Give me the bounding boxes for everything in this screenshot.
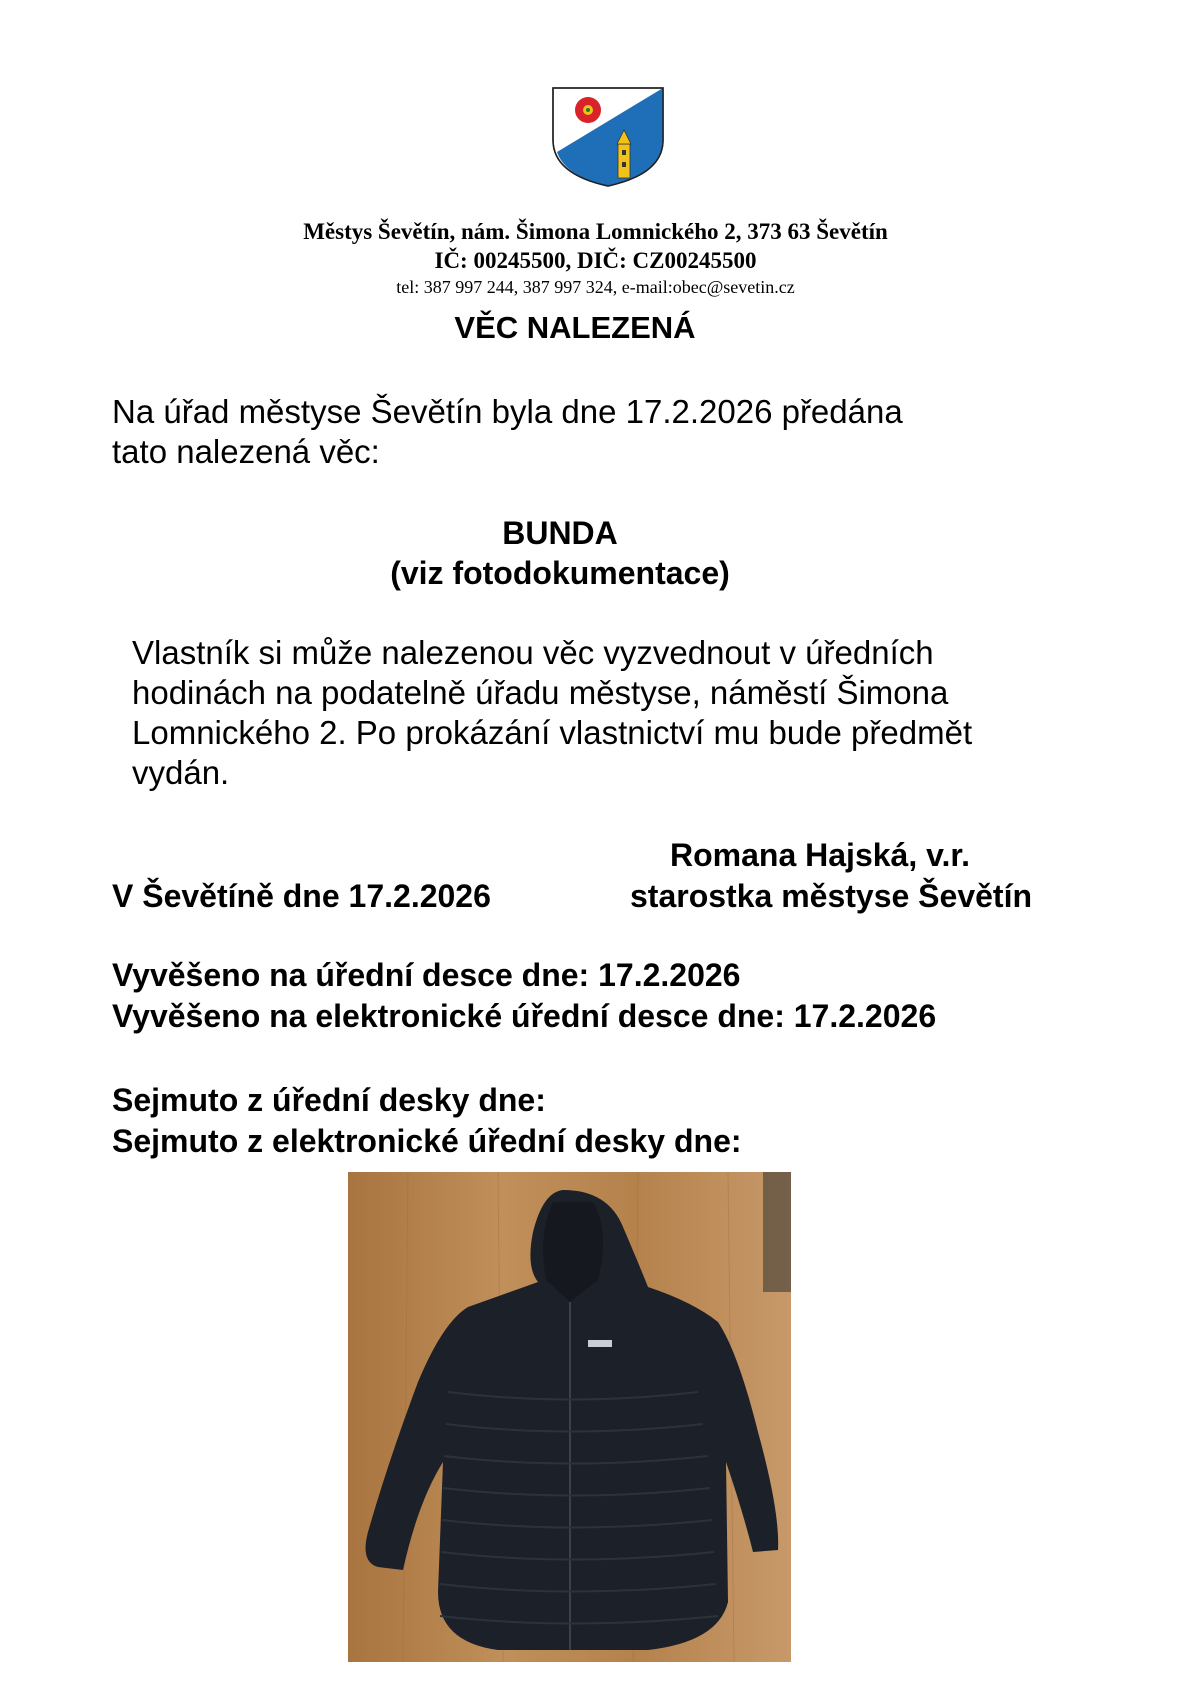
instructions-line: Lomnického 2. Po prokázání vlastnictví mu bude předmět	[132, 714, 973, 751]
posting-info	[112, 955, 1112, 1037]
place-date: V Ševětíně dne 17.2.2026	[112, 878, 491, 914]
letterhead-address: Městys Ševětín, nám. Šimona Lomnického 2, 373 63 Ševětín	[303, 219, 888, 244]
removed-eboard: Sejmuto z elektronické úřední desky dne:	[112, 1123, 742, 1159]
posted-eboard: Vyvěšeno na elektronické úřední desce dne: 17.2.2026	[112, 998, 937, 1034]
instructions-line: hodinách na podatelně úřadu městyse, náměstí Šimona	[132, 674, 949, 711]
removed-board: Sejmuto z úřední desky dne:	[112, 1082, 546, 1118]
signer-name: Romana Hajská, v.r.	[670, 837, 970, 873]
letterhead-ids: IČ: 00245500, DIČ: CZ00245500	[434, 248, 757, 273]
intro-line: tato nalezená věc:	[112, 433, 380, 470]
rose-icon	[575, 97, 601, 123]
instructions-line: vydán.	[132, 754, 230, 791]
instructions-line: Vlastník si může nalezenou věc vyzvednout v úředních	[132, 634, 934, 671]
removal-info	[112, 1080, 1112, 1162]
letterhead-contact: tel: 387 997 244, 387 997 324, e-mail:obec@sevetin.cz	[396, 277, 795, 297]
item-name: BUNDA	[502, 515, 618, 551]
jacket-photo	[348, 1172, 791, 1662]
signer-role: starostka městyse Ševětín	[630, 878, 1032, 914]
intro-paragraph	[112, 392, 1052, 472]
document-title: VĚC NALEZENÁ	[454, 310, 696, 345]
owner-instructions	[132, 633, 1072, 793]
posted-board: Vyvěšeno na úřední desce dne: 17.2.2026	[112, 957, 741, 993]
intro-line: Na úřad městyse Ševětín byla dne 17.2.2026 předána	[112, 393, 903, 430]
found-item	[0, 513, 1120, 593]
coat-of-arms-icon	[551, 86, 665, 188]
item-note: (viz fotodokumentace)	[390, 555, 730, 591]
